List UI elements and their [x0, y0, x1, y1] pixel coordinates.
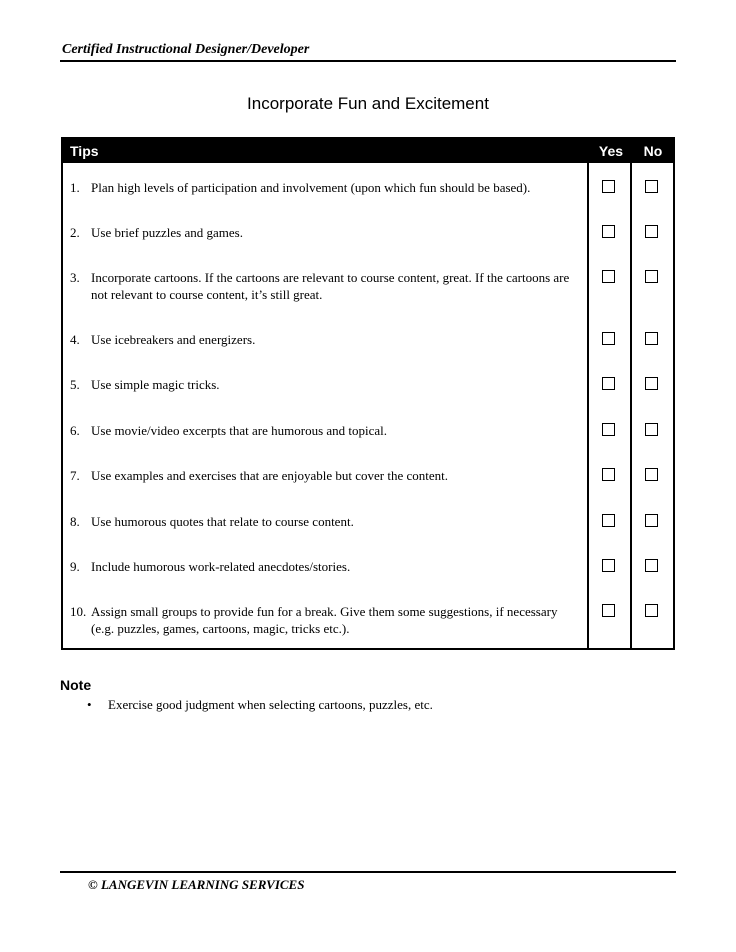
- no-checkbox[interactable]: [645, 180, 658, 193]
- no-checkbox[interactable]: [645, 604, 658, 617]
- yes-checkbox[interactable]: [602, 604, 615, 617]
- note-heading: Note: [60, 677, 92, 693]
- yes-checkbox[interactable]: [602, 468, 615, 481]
- row-text: Use humorous quotes that relate to course content.: [91, 514, 354, 529]
- row-number: 9.: [70, 559, 80, 574]
- yes-checkbox[interactable]: [602, 225, 615, 238]
- yes-checkbox[interactable]: [602, 559, 615, 572]
- note-text: Exercise good judgment when selecting cartoons, puzzles, etc.: [108, 697, 433, 712]
- row-number: 10.: [70, 604, 87, 619]
- no-checkbox[interactable]: [645, 468, 658, 481]
- row-text: Assign small groups to provide fun for a break. Give them some suggestions, if necessary (e.g. puzzles, games, cartoons, magic, tricks etc.).: [91, 604, 558, 636]
- row-number: 5.: [70, 377, 80, 392]
- row-text: Use brief puzzles and games.: [91, 225, 243, 240]
- row-text: Use examples and exercises that are enjoyable but cover the content.: [91, 468, 448, 483]
- no-checkbox[interactable]: [645, 332, 658, 345]
- yes-checkbox[interactable]: [602, 332, 615, 345]
- page-title: Incorporate Fun and Excitement: [247, 94, 489, 113]
- column-divider-yes: [587, 163, 589, 648]
- column-header-no: No: [643, 143, 663, 159]
- row-number: 2.: [70, 225, 80, 240]
- column-header-yes: Yes: [598, 143, 624, 159]
- yes-checkbox[interactable]: [602, 377, 615, 390]
- row-text: Use icebreakers and energizers.: [91, 332, 256, 347]
- row-text: Plan high levels of participation and involvement (upon which fun should be based).: [91, 180, 531, 195]
- column-header-tips: Tips: [70, 143, 99, 159]
- tips-checklist-table: [61, 137, 675, 650]
- row-number: 8.: [70, 514, 80, 529]
- table-header: [63, 139, 673, 163]
- row-number: 3.: [70, 270, 80, 285]
- no-checkbox[interactable]: [645, 377, 658, 390]
- header-title: Certified Instructional Designer/Developer: [62, 42, 310, 57]
- row-number: 6.: [70, 423, 80, 438]
- footer-divider: [60, 871, 676, 873]
- row-text: Include humorous work-related anecdotes/stories.: [91, 559, 351, 574]
- header-divider: [60, 60, 676, 62]
- footer-copyright: © LANGEVIN LEARNING SERVICES: [88, 877, 305, 892]
- row-text: Use movie/video excerpts that are humorous and topical.: [91, 423, 388, 438]
- row-number: 1.: [70, 180, 80, 195]
- column-divider-no: [630, 163, 632, 648]
- no-checkbox[interactable]: [645, 270, 658, 283]
- row-number: 7.: [70, 468, 80, 483]
- row-text: Use simple magic tricks.: [91, 377, 220, 392]
- no-checkbox[interactable]: [645, 423, 658, 436]
- bullet-icon: •: [87, 697, 92, 712]
- yes-checkbox[interactable]: [602, 270, 615, 283]
- no-checkbox[interactable]: [645, 559, 658, 572]
- no-checkbox[interactable]: [645, 514, 658, 527]
- yes-checkbox[interactable]: [602, 423, 615, 436]
- yes-checkbox[interactable]: [602, 180, 615, 193]
- row-text: Incorporate cartoons. If the cartoons are relevant to course content, great. If the cartoons are not relevant to course content, it’s still great.: [91, 270, 570, 302]
- no-checkbox[interactable]: [645, 225, 658, 238]
- yes-checkbox[interactable]: [602, 514, 615, 527]
- row-number: 4.: [70, 332, 80, 347]
